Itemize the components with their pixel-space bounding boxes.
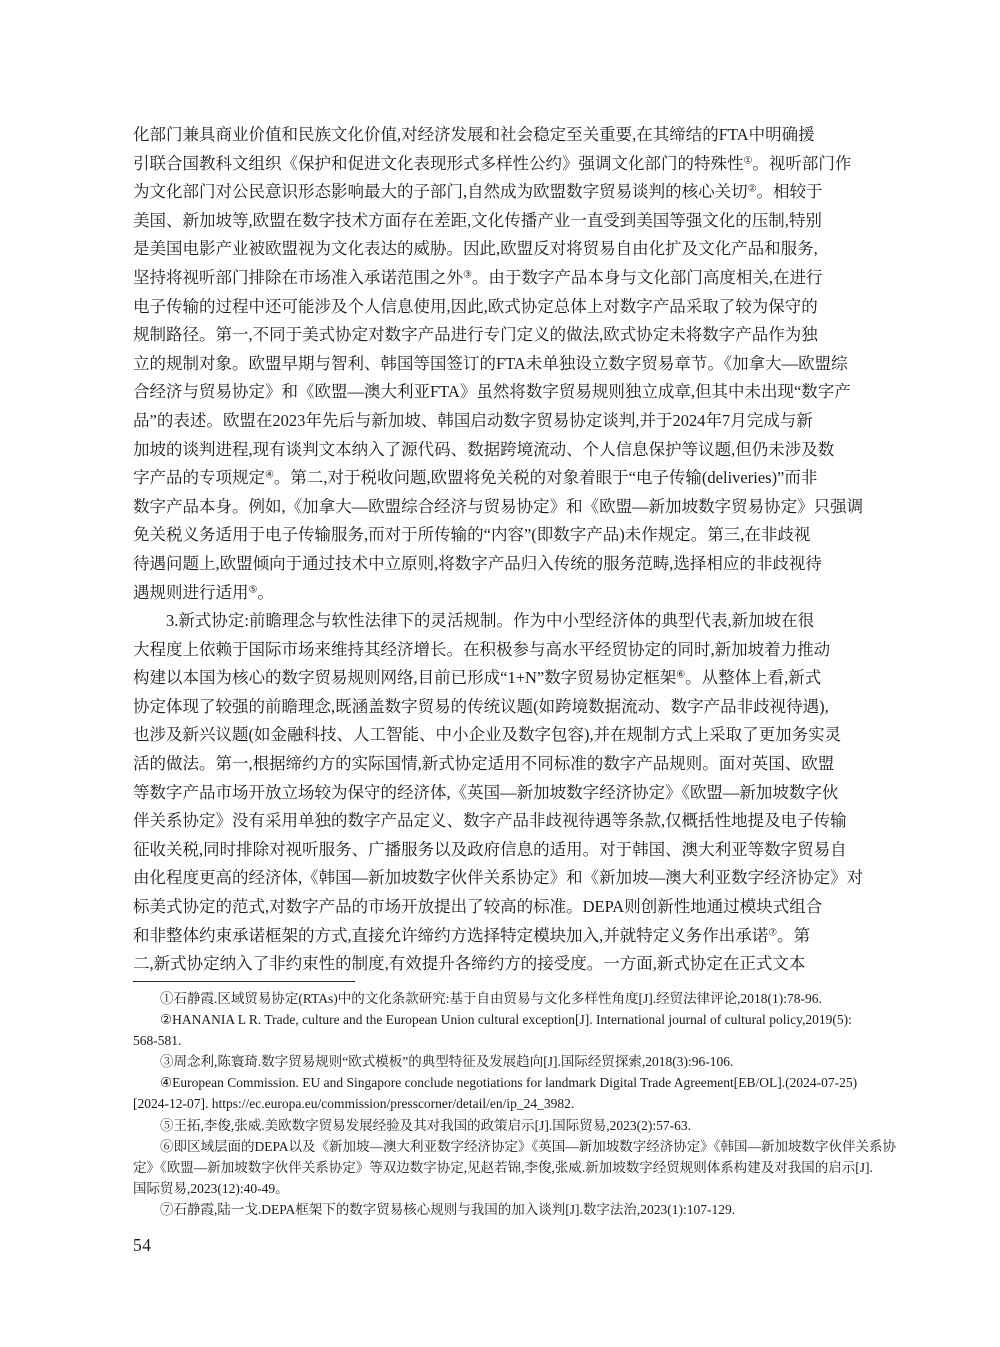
body-line-text: 大程度上依赖于国际市场来维持其经济增长。在积极参与高水平经贸协定的同时,新加坡着力推动 <box>133 639 831 659</box>
body-line-text: 化部门兼具商业价值和民族文化价值,对经济发展和社会稳定至关重要,在其缔结的FTA中明确援 <box>133 125 815 144</box>
footnote-reference-mark: ② <box>747 183 757 195</box>
body-line <box>133 178 868 207</box>
body-line <box>133 864 868 893</box>
body-line-text: 构建以本国为核心的数字贸易规则网络,目前已形成“1+N”数字贸易协定框架⑥。从整体上看,新式 <box>133 668 822 688</box>
footnote-reference-mark: ⑤ <box>248 584 258 596</box>
body-line-text: 和非整体约束承诺框架的方式,直接允许缔约方选择特定模块加入,并就特定义务作出承诺⑦。第 <box>133 925 811 945</box>
footnote-line <box>133 1178 868 1199</box>
body-line-text: 是美国电影产业被欧盟视为文化表达的威胁。因此,欧盟反对将贸易自由化扩及文化产品和服务, <box>133 239 818 259</box>
body-line <box>133 293 868 322</box>
body-line-text: 伴关系协定》没有采用单独的数字产品定义、数字产品非歧视待遇等条款,仅概括性地提及电子传输 <box>133 811 847 831</box>
body-line <box>133 893 868 922</box>
footnote-line <box>133 1009 868 1030</box>
body-line-text: 合经济与贸易协定》和《欧盟—澳大利亚FTA》虽然将数字贸易规则独立成章,但其中未出现“数字产 <box>133 382 851 402</box>
footnote-reference-mark: ④ <box>265 469 274 481</box>
body-line <box>133 521 868 550</box>
body-line-text: 标美式协定的范式,对数字产品的市场开放提出了较高的标准。DEPA则创新性地通过模块式组合 <box>133 897 823 917</box>
footnote-line-text: 定》《欧盟—新加坡数字伙伴关系协定》等双边数字协定,见赵若锦,李俊,张威.新加坡数字经贸规则体系构建及对我国的启示[J]. <box>133 1159 873 1175</box>
body-line <box>133 836 868 865</box>
body-line <box>133 693 868 722</box>
body-line <box>133 950 868 979</box>
body-line <box>133 350 868 379</box>
footnote-line <box>133 988 868 1009</box>
body-line-text: 免关税义务适用于电子传输服务,而对于所传输的“内容”(即数字产品)未作规定。第三,在非歧视 <box>133 525 811 545</box>
footnote-line-text: ⑥即区域层面的DEPA以及《新加坡—澳大利亚数字经济协定》《英国—新加坡数字经济协定》《韩国—新加坡数字伙伴关系协 <box>160 1138 897 1154</box>
body-line <box>133 579 868 608</box>
body-line <box>133 407 868 436</box>
body-line <box>133 378 868 407</box>
body-line-text: 遇规则进行适用⑤。 <box>133 582 274 602</box>
body-line <box>133 264 868 293</box>
body-line <box>133 321 868 350</box>
body-line-text: 坚持将视听部门排除在市场准入承诺范围之外③。由于数字产品本身与文化部门高度相关,在进行 <box>133 267 823 287</box>
body-line <box>133 807 868 836</box>
footnote-line <box>133 1093 868 1114</box>
footnote-line-text: ②HANANIA L R. Trade, culture and the European Union cultural exception[J]. International journal of cultural policy,2019(5): <box>160 1012 852 1028</box>
footnote-line-text: ⑤王拓,李俊,张威.美欧数字贸易发展经验及其对我国的政策启示[J].国际贸易,2023(2):57-63. <box>160 1117 691 1133</box>
body-line <box>133 436 868 465</box>
body-text-block <box>133 121 868 979</box>
footnote-line <box>133 1072 868 1093</box>
page-number: 54 <box>133 1235 152 1255</box>
body-line-text: 3.新式协定:前瞻理念与软性法律下的灵活规制。作为中小型经济体的典型代表,新加坡在很 <box>166 611 815 631</box>
body-line <box>133 464 868 493</box>
footnote-line <box>133 1199 868 1220</box>
body-line-text: 品”的表述。欧盟在2023年先后与新加坡、韩国启动数字贸易协定谈判,并于2024年7月完成与新 <box>133 410 813 430</box>
footnote-line <box>133 1136 897 1157</box>
body-line <box>133 207 868 236</box>
footnotes-block <box>133 988 897 1220</box>
body-line <box>133 721 868 750</box>
body-line-text: 二,新式协定纳入了非约束性的制度,有效提升各缔约方的接受度。一方面,新式协定在正式文本 <box>133 954 806 974</box>
body-line <box>133 121 868 150</box>
footnote-line <box>133 1030 868 1051</box>
body-line-text: 规制路径。第一,不同于美式协定对数字产品进行专门定义的做法,欧式协定未将数字产品作为独 <box>133 325 818 345</box>
footnote-reference-mark: ③ <box>462 269 472 281</box>
body-line <box>133 493 868 522</box>
body-line-text: 征收关税,同时排除对视听服务、广播服务以及政府信息的适用。对于韩国、澳大利亚等数字贸易自 <box>133 839 847 859</box>
body-line <box>133 750 868 779</box>
body-line-text: 美国、新加坡等,欧盟在数字技术方面存在差距,文化传播产业一直受到美国等强文化的压制,特别 <box>133 210 822 230</box>
footnote-reference-mark: ⑥ <box>676 669 686 681</box>
body-line-text: 等数字产品市场开放立场较为保守的经济体,《英国—新加坡数字经济协定》《欧盟—新加坡数字伙 <box>133 782 839 802</box>
footnote-reference-mark: ① <box>743 155 753 167</box>
body-line <box>133 150 868 179</box>
body-line-text: 协定体现了较强的前瞻理念,既涵盖数字贸易的传统议题(如跨境数据流动、数字产品非歧视待遇), <box>133 696 829 716</box>
body-line-text: 活的做法。第一,根据缔约方的实际国情,新式协定适用不同标准的数字产品规则。面对英国、欧盟 <box>133 754 835 774</box>
footnote-separator <box>133 981 355 982</box>
body-line <box>133 636 868 665</box>
footnote-line-text: 国际贸易,2023(12):40-49。 <box>133 1180 289 1196</box>
body-line-text: 由化程度更高的经济体,《韩国—新加坡数字伙伴关系协定》和《新加坡—澳大利亚数字经济协定》对 <box>133 868 864 888</box>
body-line-text: 加坡的谈判进程,现有谈判文本纳入了源代码、数据跨境流动、个人信息保护等议题,但仍未涉及数 <box>133 439 835 459</box>
footnote-line-text: [2024-12-07]. https://ec.europa.eu/commission/presscorner/detail/en/ip_24_3982. <box>133 1096 575 1112</box>
footnote-line-text: ⑦石静霞,陆一戈.DEPA框架下的数字贸易核心规则与我国的加入谈判[J].数字法治,2023(1):107-129. <box>160 1201 736 1217</box>
body-line-text: 引联合国教科文组织《保护和促进文化表现形式多样性公约》强调文化部门的特殊性①。视听部门作 <box>133 153 852 173</box>
body-line-text: 电子传输的过程中还可能涉及个人信息使用,因此,欧式协定总体上对数字产品采取了较为保守的 <box>133 296 818 316</box>
body-line-text: 立的规制对象。欧盟早期与智利、韩国等国签订的FTA未单独设立数字贸易章节。《加拿大—欧盟综 <box>133 353 848 373</box>
footnote-line-text: ①石静霞.区域贸易协定(RTAs)中的文化条款研究:基于自由贸易与文化多样性角度[J].经贸法律评论,2018(1):78-96. <box>160 991 822 1006</box>
footnote-line-text: 568-581. <box>133 1033 182 1049</box>
footnote-line-text: ④European Commission. EU and Singapore conclude negotiations for landmark Digital Trade Agreement[EB/OL].(2024-07-25) <box>160 1075 858 1091</box>
footnote-reference-mark: ⑦ <box>768 927 778 939</box>
footnote-line-text: ③周念利,陈寰琦.数字贸易规则“欧式模板”的典型特征及发展趋向[J].国际经贸探索,2018(3):96-106. <box>160 1054 734 1070</box>
body-line-text: 也涉及新兴议题(如金融科技、人工智能、中小企业及数字包容),并在规制方式上采取了更加务实灵 <box>133 725 842 745</box>
body-line-text: 待遇问题上,欧盟倾向于通过技术中立原则,将数字产品归入传统的服务范畴,选择相应的非歧视待 <box>133 553 822 573</box>
body-line <box>133 235 868 264</box>
body-line-text: 为文化部门对公民意识形态影响最大的子部门,自然成为欧盟数字贸易谈判的核心关切②。相较于 <box>133 182 823 202</box>
footnote-line <box>133 1157 873 1178</box>
footnote-line <box>133 1051 868 1072</box>
body-line <box>133 779 868 808</box>
body-line <box>133 550 868 579</box>
footnote-line <box>133 1115 868 1136</box>
body-line-text: 字产品的专项规定④。第二,对于税收问题,欧盟将免关税的对象着眼于“电子传输(deliveries)”而非 <box>133 468 818 488</box>
body-line <box>133 664 868 693</box>
body-line <box>133 922 868 951</box>
body-line-text: 数字产品本身。例如,《加拿大—欧盟综合经济与贸易协定》和《欧盟—新加坡数字贸易协定》只强调 <box>133 496 864 516</box>
body-line <box>133 607 868 636</box>
